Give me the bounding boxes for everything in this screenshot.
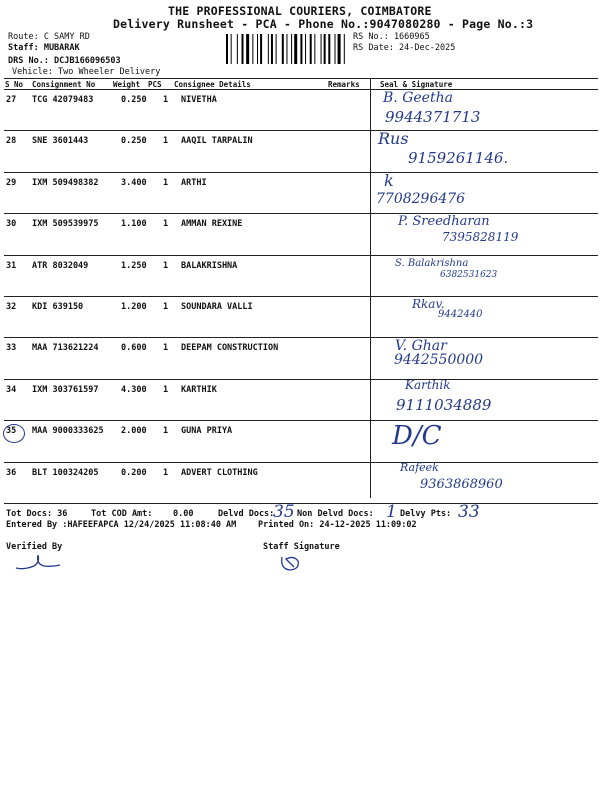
cell-weight: 3.400 [121,177,147,188]
cell-consignee: ADVERT CLOTHING [181,467,258,478]
cell-consignee: GUNA PRIYA [181,426,233,437]
cell-consignment: BLT 100324205 [32,467,99,478]
non-delvd-label: Non Delvd Docs: [297,509,374,519]
row-divider [4,255,598,256]
signature-name: Rkav. [412,297,445,311]
delvy-pts-label: Delvy Pts: [400,509,452,519]
signature-phone: 9111034889 [396,395,492,414]
cell-consignment: KDI 639150 [32,302,84,312]
signature-phone: 7708296476 [376,190,466,207]
cell-pcs: 1 [163,426,169,437]
route-label: Route: C SAMY RD [8,32,90,42]
row-divider [4,130,598,131]
col-sno: S No [5,80,24,89]
cell-weight: 0.200 [121,467,147,478]
cell-consignee: ARTHI [181,177,207,188]
col-weight: Weight [113,80,141,89]
non-delvd-handwritten: 1 [386,502,397,522]
cell-consignee: DEEPAM CONSTRUCTION [181,343,279,354]
tot-docs: Tot Docs: 36 [6,509,68,519]
delvd-docs-label: Delvd Docs: [218,509,275,519]
cell-weight: 1.200 [121,302,147,312]
cell-sno: 28 [6,136,17,147]
row-divider [4,172,598,173]
cell-weight: 0.250 [121,136,147,147]
signature-phone: 6382531623 [440,269,498,280]
cell-consignment: IXM 509498382 [32,177,99,188]
cell-consignee: SOUNDARA VALLI [181,302,253,312]
company-title: THE PROFESSIONAL COURIERS, COIMBATORE [168,4,432,18]
cell-pcs: 1 [163,219,169,230]
cell-sno: 34 [6,384,17,395]
cell-consignment: IXM 303761597 [32,384,99,395]
signature-phone: 9442550000 [394,352,484,369]
entered-by: Entered By :HAFEEFAPCA 12/24/2025 11:08:40 AM [6,520,237,530]
cell-weight: 2.000 [121,426,147,437]
staff-label: Staff: MUBARAK [8,43,80,53]
cell-consignee: NIVETHA [181,95,217,105]
cell-sno: 29 [6,177,17,188]
cell-consignment: MAA 9000333625 [32,426,104,437]
cell-sno: 36 [6,467,17,478]
cell-sno: 27 [6,95,17,105]
col-consignment: Consignment No [32,80,96,89]
signature-phone: 7395828119 [442,230,519,245]
signature-phone: 9159261146. [408,149,509,168]
verified-by-label: Verified By [6,542,63,552]
cell-pcs: 1 [163,343,169,354]
cell-pcs: 1 [163,260,169,271]
signature-name: V. Ghar [395,338,447,355]
signature-phone: 9363868960 [420,476,503,492]
delvy-pts-handwritten: 33 [458,502,480,522]
cell-sno: 32 [6,302,17,312]
signature-name: B. Geetha [383,90,453,106]
cell-consignee: KARTHIK [181,384,217,395]
cell-weight: 0.600 [121,343,147,354]
cell-consignee: AAQIL TARPALIN [181,136,253,147]
verifier-signature-mark [14,552,62,572]
cell-consignment: ATR 8032049 [32,260,89,271]
cell-sno: 31 [6,260,17,271]
col-consignee: Consignee Details [174,80,251,89]
staff-signature-label: Staff Signature [263,542,340,552]
cell-consignment: IXM 509539975 [32,219,99,230]
tot-cod-label: Tot COD Amt: [91,509,153,519]
tot-cod-amount: 0.00 [173,509,194,519]
vehicle-label: Vehicle: Two Wheeler Delivery [12,67,161,77]
cell-pcs: 1 [163,302,169,312]
cell-pcs: 1 [163,95,169,105]
cell-weight: 1.100 [121,219,147,230]
col-pcs: PCS [148,80,162,89]
cell-consignment: SNE 3601443 [32,136,89,147]
signature-phone: 9442440 [438,309,483,320]
drs-number: DRS No.: DCJB166096503 [8,56,121,66]
signature-name: Karthik [405,377,451,392]
col-signature: Seal & Signature [380,80,453,89]
row-divider [4,420,598,421]
cell-sno: 33 [6,343,17,354]
cell-sno: 35 [6,426,17,437]
cell-pcs: 1 [163,384,169,395]
rs-number: RS No.: 1660965 [353,32,430,42]
delvd-docs-handwritten: 35 [273,502,295,522]
cell-consignee: AMMAN REXINE [181,219,243,230]
runsheet-subtitle: Delivery Runsheet - PCA - Phone No.:9047080280 - Page No.:3 [113,17,534,31]
signature-name: Rus [378,129,409,149]
row-divider [4,337,598,338]
barcode [226,34,350,64]
row-divider [4,462,598,463]
row-divider [4,379,598,380]
signature-name: k [384,170,394,190]
row-divider [4,213,598,214]
col-remarks: Remarks [328,80,360,89]
row-divider [4,503,598,504]
cell-pcs: 1 [163,177,169,188]
cell-weight: 0.250 [121,95,147,105]
printed-on: Printed On: 24-12-2025 11:09:02 [258,520,417,530]
rs-date: RS Date: 24-Dec-2025 [353,43,456,53]
circle-mark [3,424,25,443]
cell-consignment: TCG 42079483 [32,95,94,105]
cell-weight: 1.250 [121,260,147,271]
cell-consignment: MAA 713621224 [32,343,99,354]
cell-consignee: BALAKRISHNA [181,260,238,271]
cell-weight: 4.300 [121,384,147,395]
row-divider [4,296,598,297]
signature-name: P. Sreedharan [398,214,490,230]
cell-pcs: 1 [163,467,169,478]
cell-pcs: 1 [163,136,169,147]
signature-phone: 9944371713 [385,108,481,126]
signature-name: Rafeek [400,460,439,474]
signature-name: D/C [392,421,442,452]
staff-signature-mark [278,553,302,573]
signature-name: S. Balakrishna [395,257,469,269]
cell-sno: 30 [6,219,17,230]
